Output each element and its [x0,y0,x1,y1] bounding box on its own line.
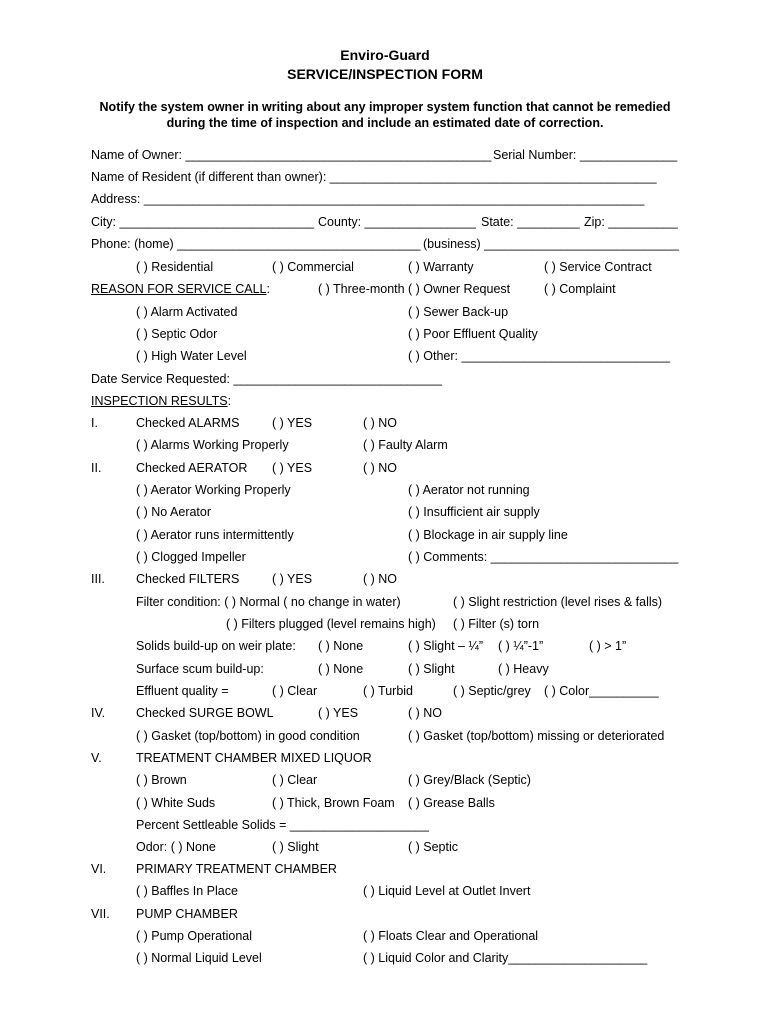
solids-quarter-one-checkbox[interactable]: ( ) ¼”-1” [498,639,544,653]
effluent-turbid-checkbox[interactable]: ( ) Turbid [363,684,414,698]
complaint-checkbox[interactable]: ( ) Complaint [544,282,616,296]
filters-title: Checked FILTERS [136,572,240,586]
address-field[interactable]: Address: ________________________________________________________________________ [91,192,645,206]
filters-plugged-checkbox[interactable]: ( ) Filters plugged (level remains high) [226,617,436,631]
zip-field[interactable]: Zip: __________ [584,215,678,229]
alarms-working-checkbox[interactable]: ( ) Alarms Working Properly [136,438,289,452]
gasket-good-checkbox[interactable]: ( ) Gasket (top/bottom) in good condition [136,729,360,743]
surge-bowl-no-checkbox[interactable]: ( ) NO [408,706,443,720]
other-reason-field[interactable]: ( ) Other: ______________________________ [408,349,671,363]
scum-none-checkbox[interactable]: ( ) None [318,662,364,676]
three-month-checkbox[interactable]: ( ) Three-month [318,282,405,296]
sewer-backup-checkbox[interactable]: ( ) Sewer Back-up [408,305,509,319]
floats-checkbox[interactable]: ( ) Floats Clear and Operational [363,929,539,943]
effluent-color-field[interactable]: ( ) Color__________ [544,684,659,698]
scum-heavy-checkbox[interactable]: ( ) Heavy [498,662,549,676]
alarms-title: Checked ALARMS [136,416,240,430]
aerator-no-checkbox[interactable]: ( ) NO [363,461,398,475]
solids-slight-checkbox[interactable]: ( ) Slight – ¼” [408,639,484,653]
notice-line-2: during the time of inspection and include an estimated date of correction. [166,116,604,130]
primary-chamber-title: PRIMARY TREATMENT CHAMBER [136,862,337,876]
city-field[interactable]: City: ____________________________ [91,215,315,229]
filter-normal-checkbox[interactable]: Filter condition: ( ) Normal ( no change in water) [136,595,401,609]
aerator-not-running-checkbox[interactable]: ( ) Aerator not running [408,483,530,497]
liquor-brown-checkbox[interactable]: ( ) Brown [136,773,187,787]
notice-line-1: Notify the system owner in writing about any improper system function that cannot be remedied [99,100,671,114]
service-contract-checkbox[interactable]: ( ) Service Contract [544,260,652,274]
effluent-septic-grey-checkbox[interactable]: ( ) Septic/grey [453,684,531,698]
state-field[interactable]: State: _________ [481,215,580,229]
filters-yes-checkbox[interactable]: ( ) YES [272,572,313,586]
section-number: I. [91,416,98,430]
resident-name-field[interactable]: Name of Resident (if different than owner): _______________________________________________ [91,170,657,184]
surge-bowl-yes-checkbox[interactable]: ( ) YES [318,706,359,720]
date-requested-field[interactable]: Date Service Requested: ______________________________ [91,372,442,386]
inspection-results-colon: : [227,394,232,408]
reason-label-colon: : [266,282,270,296]
pump-chamber-title: PUMP CHAMBER [136,907,238,921]
section-number: III. [91,572,105,586]
phone-home-field[interactable]: Phone: (home) ___________________________________ [91,237,421,251]
section-number: V. [91,751,102,765]
section-number: II. [91,461,102,475]
faulty-alarm-checkbox[interactable]: ( ) Faulty Alarm [363,438,448,452]
baffles-checkbox[interactable]: ( ) Baffles In Place [136,884,238,898]
effluent-quality-label: Effluent quality = [136,684,229,698]
section-number: VII. [91,907,110,921]
liquid-color-field[interactable]: ( ) Liquid Color and Clarity____________________ [363,951,648,965]
odor-septic-checkbox[interactable]: ( ) Septic [408,840,459,854]
aerator-title: Checked AERATOR [136,461,248,475]
insufficient-air-checkbox[interactable]: ( ) Insufficient air supply [408,505,540,519]
serial-number-field[interactable]: Serial Number: ______________ [493,148,678,162]
surge-bowl-title: Checked SURGE BOWL [136,706,274,720]
owner-name-field[interactable]: Name of Owner: ____________________________________________ [91,148,492,162]
alarms-no-checkbox[interactable]: ( ) NO [363,416,398,430]
company-name: Enviro-Guard [340,47,430,63]
effluent-clear-checkbox[interactable]: ( ) Clear [272,684,318,698]
aerator-comments-field[interactable]: ( ) Comments: ___________________________ [408,550,679,564]
reason-label-text: REASON FOR SERVICE CALL [91,282,267,296]
reason-label [91,282,270,296]
section-number: IV. [91,706,106,720]
liquor-clear-checkbox[interactable]: ( ) Clear [272,773,318,787]
solids-buildup-label: Solids build-up on weir plate: [136,639,296,653]
septic-odor-checkbox[interactable]: ( ) Septic Odor [136,327,218,341]
gasket-bad-checkbox[interactable]: ( ) Gasket (top/bottom) missing or deteriorated [408,729,665,743]
inspection-results-label [91,394,231,408]
inspection-results-text: INSPECTION RESULTS [91,394,228,408]
commercial-checkbox[interactable]: ( ) Commercial [272,260,354,274]
aerator-working-checkbox[interactable]: ( ) Aerator Working Properly [136,483,291,497]
section-number: VI. [91,862,107,876]
normal-liquid-level-checkbox[interactable]: ( ) Normal Liquid Level [136,951,262,965]
aerator-intermittent-checkbox[interactable]: ( ) Aerator runs intermittently [136,528,294,542]
air-blockage-checkbox[interactable]: ( ) Blockage in air supply line [408,528,568,542]
high-water-checkbox[interactable]: ( ) High Water Level [136,349,247,363]
filter-slight-restriction-checkbox[interactable]: ( ) Slight restriction (level rises & falls) [453,595,663,609]
warranty-checkbox[interactable]: ( ) Warranty [408,260,474,274]
alarm-activated-checkbox[interactable]: ( ) Alarm Activated [136,305,238,319]
poor-effluent-checkbox[interactable]: ( ) Poor Effluent Quality [408,327,538,341]
form-title: SERVICE/INSPECTION FORM [287,66,483,82]
odor-slight-checkbox[interactable]: ( ) Slight [272,840,319,854]
aerator-yes-checkbox[interactable]: ( ) YES [272,461,313,475]
solids-over-one-checkbox[interactable]: ( ) > 1” [589,639,627,653]
filters-no-checkbox[interactable]: ( ) NO [363,572,398,586]
odor-none-checkbox[interactable]: Odor: ( ) None [136,840,216,854]
scum-slight-checkbox[interactable]: ( ) Slight [408,662,455,676]
residential-checkbox[interactable]: ( ) Residential [136,260,214,274]
grease-balls-checkbox[interactable]: ( ) Grease Balls [408,796,495,810]
liquid-level-checkbox[interactable]: ( ) Liquid Level at Outlet Invert [363,884,531,898]
surface-scum-label: Surface scum build-up: [136,662,264,676]
pump-operational-checkbox[interactable]: ( ) Pump Operational [136,929,253,943]
owner-request-checkbox[interactable]: ( ) Owner Request [408,282,511,296]
alarms-yes-checkbox[interactable]: ( ) YES [272,416,313,430]
no-aerator-checkbox[interactable]: ( ) No Aerator [136,505,212,519]
county-field[interactable]: County: ________________ [318,215,476,229]
clogged-impeller-checkbox[interactable]: ( ) Clogged Impeller [136,550,246,564]
treatment-chamber-title: TREATMENT CHAMBER MIXED LIQUOR [136,751,372,765]
solids-none-checkbox[interactable]: ( ) None [318,639,364,653]
settleable-solids-field[interactable]: Percent Settleable Solids = ____________________ [136,818,429,832]
liquor-grey-black-checkbox[interactable]: ( ) Grey/Black (Septic) [408,773,531,787]
phone-business-field[interactable]: (business) ____________________________ [423,237,679,251]
thick-foam-checkbox[interactable]: ( ) Thick, Brown Foam [272,796,395,810]
white-suds-checkbox[interactable]: ( ) White Suds [136,796,216,810]
filter-torn-checkbox[interactable]: ( ) Filter (s) torn [453,617,540,631]
